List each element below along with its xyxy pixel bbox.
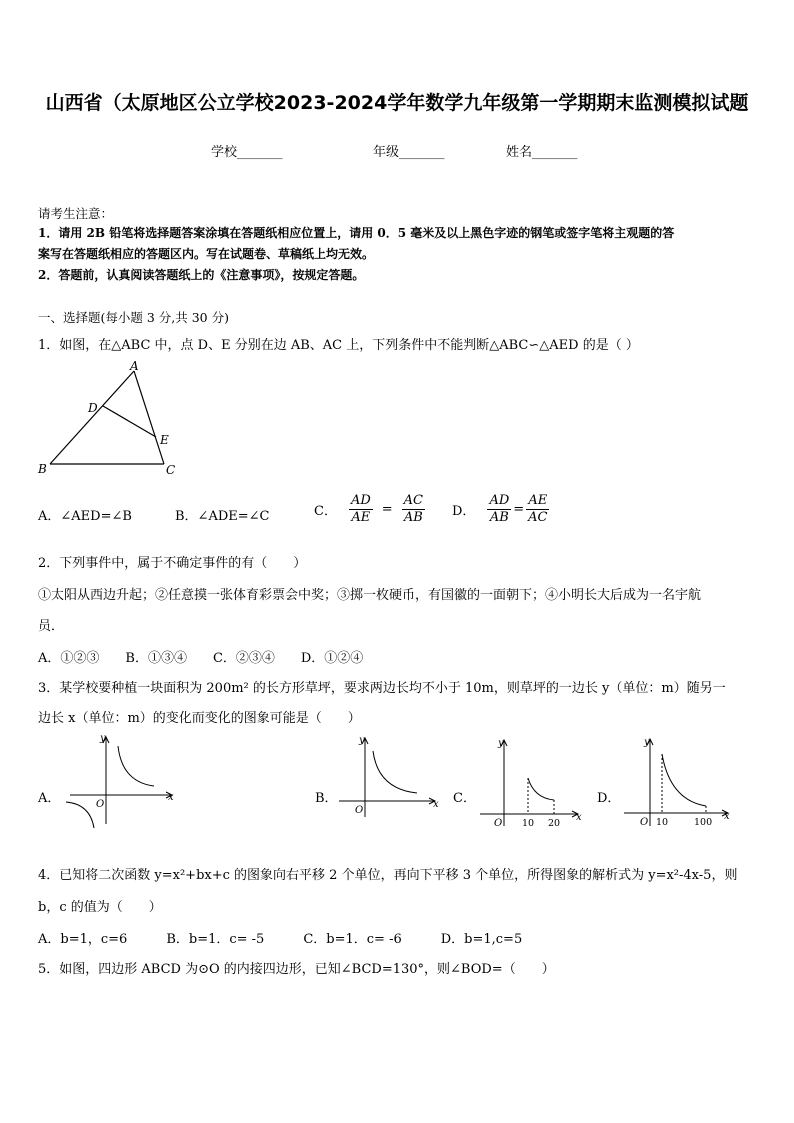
notice-line-1a: 1．请用 2B 铅笔将选择题答案涂填在答题纸相应位置上，请用 0．5 毫米及以上黑色字迹的钢笔或签字笔将主观题的答 bbox=[38, 226, 675, 240]
svg-text:y: y bbox=[100, 733, 106, 744]
q1-d-fraction-2 bbox=[526, 493, 549, 526]
label-d: D bbox=[88, 401, 98, 415]
svg-text:O: O bbox=[640, 817, 649, 828]
q3-graph-d bbox=[616, 734, 736, 830]
notice-line-2: 2．答题前，认真阅读答题纸上的《注意事项》，按规定答题。 bbox=[38, 268, 365, 282]
q3-option-c: C． bbox=[453, 791, 476, 806]
q4-stem-2: b，c 的值为（ ） bbox=[38, 900, 162, 915]
q3-stem-1: 3．某学校要种植一块面积为 200m² 的长方形草坪，要求两边长均不小于 10m，则草坪的一边长 y（单位：m）随另一 bbox=[38, 681, 726, 696]
q1-stem: 1．如图，在△ABC 中，点 D、E 分别在边 AB、AC 上，下列条件中不能判断△ABC∽△AED 的是（ ） bbox=[38, 338, 639, 353]
q1-option-b: B．∠ADE=∠C bbox=[175, 509, 270, 524]
q3-graph-b bbox=[335, 735, 445, 820]
svg-text:O: O bbox=[355, 805, 364, 816]
q1-d-equals: = bbox=[513, 502, 525, 517]
q3-option-b: B． bbox=[315, 791, 338, 806]
q5-stem: 5．如图，四边形 ABCD 为⊙O 的内接四边形，已知∠BCD=130°，则∠BOD=（ ） bbox=[38, 962, 555, 977]
side-ac bbox=[134, 371, 164, 464]
svg-text:x: x bbox=[168, 792, 174, 803]
q3-graph-a bbox=[60, 732, 180, 832]
name-field: 姓名_______ bbox=[506, 145, 578, 160]
q2-body-2: 员． bbox=[38, 619, 65, 634]
q4-stem-1: 4．已知将二次函数 y=x²+bx+c 的图象向右平移 2 个单位，再向下平移 3 个单位，所得图象的解析式为 y=x²-4x-5，则 bbox=[38, 868, 738, 883]
q1-c-equals: = bbox=[381, 502, 393, 517]
svg-text:y: y bbox=[498, 738, 504, 749]
svg-text:O: O bbox=[96, 799, 105, 810]
q1-option-c-label: C． bbox=[314, 504, 337, 519]
label-a: A bbox=[130, 359, 139, 373]
q1-d-den-1: AB bbox=[489, 510, 509, 525]
q1-c-den-2: AB bbox=[403, 510, 423, 525]
q1-d-fraction-1 bbox=[487, 493, 511, 526]
label-c: C bbox=[166, 463, 176, 477]
q1-d-num-1: AD bbox=[489, 493, 510, 508]
q2-options: A．①②③ B．①③④ C．②③④ D．①②④ bbox=[38, 651, 364, 666]
svg-text:O: O bbox=[494, 818, 503, 829]
segment-de bbox=[103, 406, 156, 437]
q1-option-d-label: D． bbox=[452, 504, 476, 519]
notice-heading: 请考生注意： bbox=[38, 206, 114, 221]
q1-triangle-figure bbox=[30, 356, 190, 480]
svg-text:y: y bbox=[359, 735, 365, 746]
notice-line-1b: 案写在答题纸相应的答题区内。写在试题卷、草稿纸上均无效。 bbox=[38, 247, 375, 261]
grade-field: 年级_______ bbox=[373, 145, 445, 160]
svg-text:x: x bbox=[724, 811, 730, 822]
q1-d-num-2: AE bbox=[528, 493, 548, 508]
q3-stem-2: 边长 x（单位：m）的变化而变化的图象可能是（ ） bbox=[38, 711, 361, 726]
q3-graph-c bbox=[472, 736, 584, 831]
q1-option-d bbox=[452, 493, 550, 526]
q2-body-1: ①太阳从西边升起；②任意摸一张体育彩票会中奖；③掷一枚硬币，有国徽的一面朝下；④小明长大后成为一名宇航 bbox=[38, 588, 702, 603]
svg-text:10: 10 bbox=[656, 817, 669, 828]
svg-text:20: 20 bbox=[548, 818, 561, 829]
q1-c-fraction-2 bbox=[402, 493, 425, 526]
svg-text:x: x bbox=[576, 812, 582, 823]
q1-c-den-1: AE bbox=[351, 510, 371, 525]
side-ab bbox=[50, 371, 134, 464]
section-heading: 一、选择题(每小题 3 分,共 30 分) bbox=[38, 310, 229, 325]
school-field: 学校_______ bbox=[211, 145, 283, 160]
svg-text:y: y bbox=[644, 737, 650, 748]
q1-option-c bbox=[314, 493, 425, 526]
q1-c-fraction-1 bbox=[349, 493, 373, 526]
q2-stem: 2．下列事件中，属于不确定事件的有（ ） bbox=[38, 556, 307, 571]
q1-d-den-2: AC bbox=[528, 510, 548, 525]
q3-option-a: A． bbox=[38, 791, 61, 806]
q1-c-num-1: AD bbox=[350, 493, 371, 508]
q4-options: A．b=1，c=6 B．b=1．c= -5 C．b=1．c= -6 D．b=1,c=5 bbox=[38, 932, 523, 947]
label-b: B bbox=[38, 462, 47, 476]
svg-text:x: x bbox=[433, 799, 439, 810]
svg-text:10: 10 bbox=[522, 818, 535, 829]
page-title: 山西省（太原地区公立学校2023-2024学年数学九年级第一学期期末监测模拟试题 bbox=[45, 92, 749, 114]
svg-text:100: 100 bbox=[694, 817, 713, 828]
q1-c-num-2: AC bbox=[403, 493, 424, 508]
q1-option-a: A．∠AED=∠B bbox=[38, 509, 132, 524]
q3-option-d: D． bbox=[597, 791, 621, 806]
label-e: E bbox=[160, 433, 169, 447]
